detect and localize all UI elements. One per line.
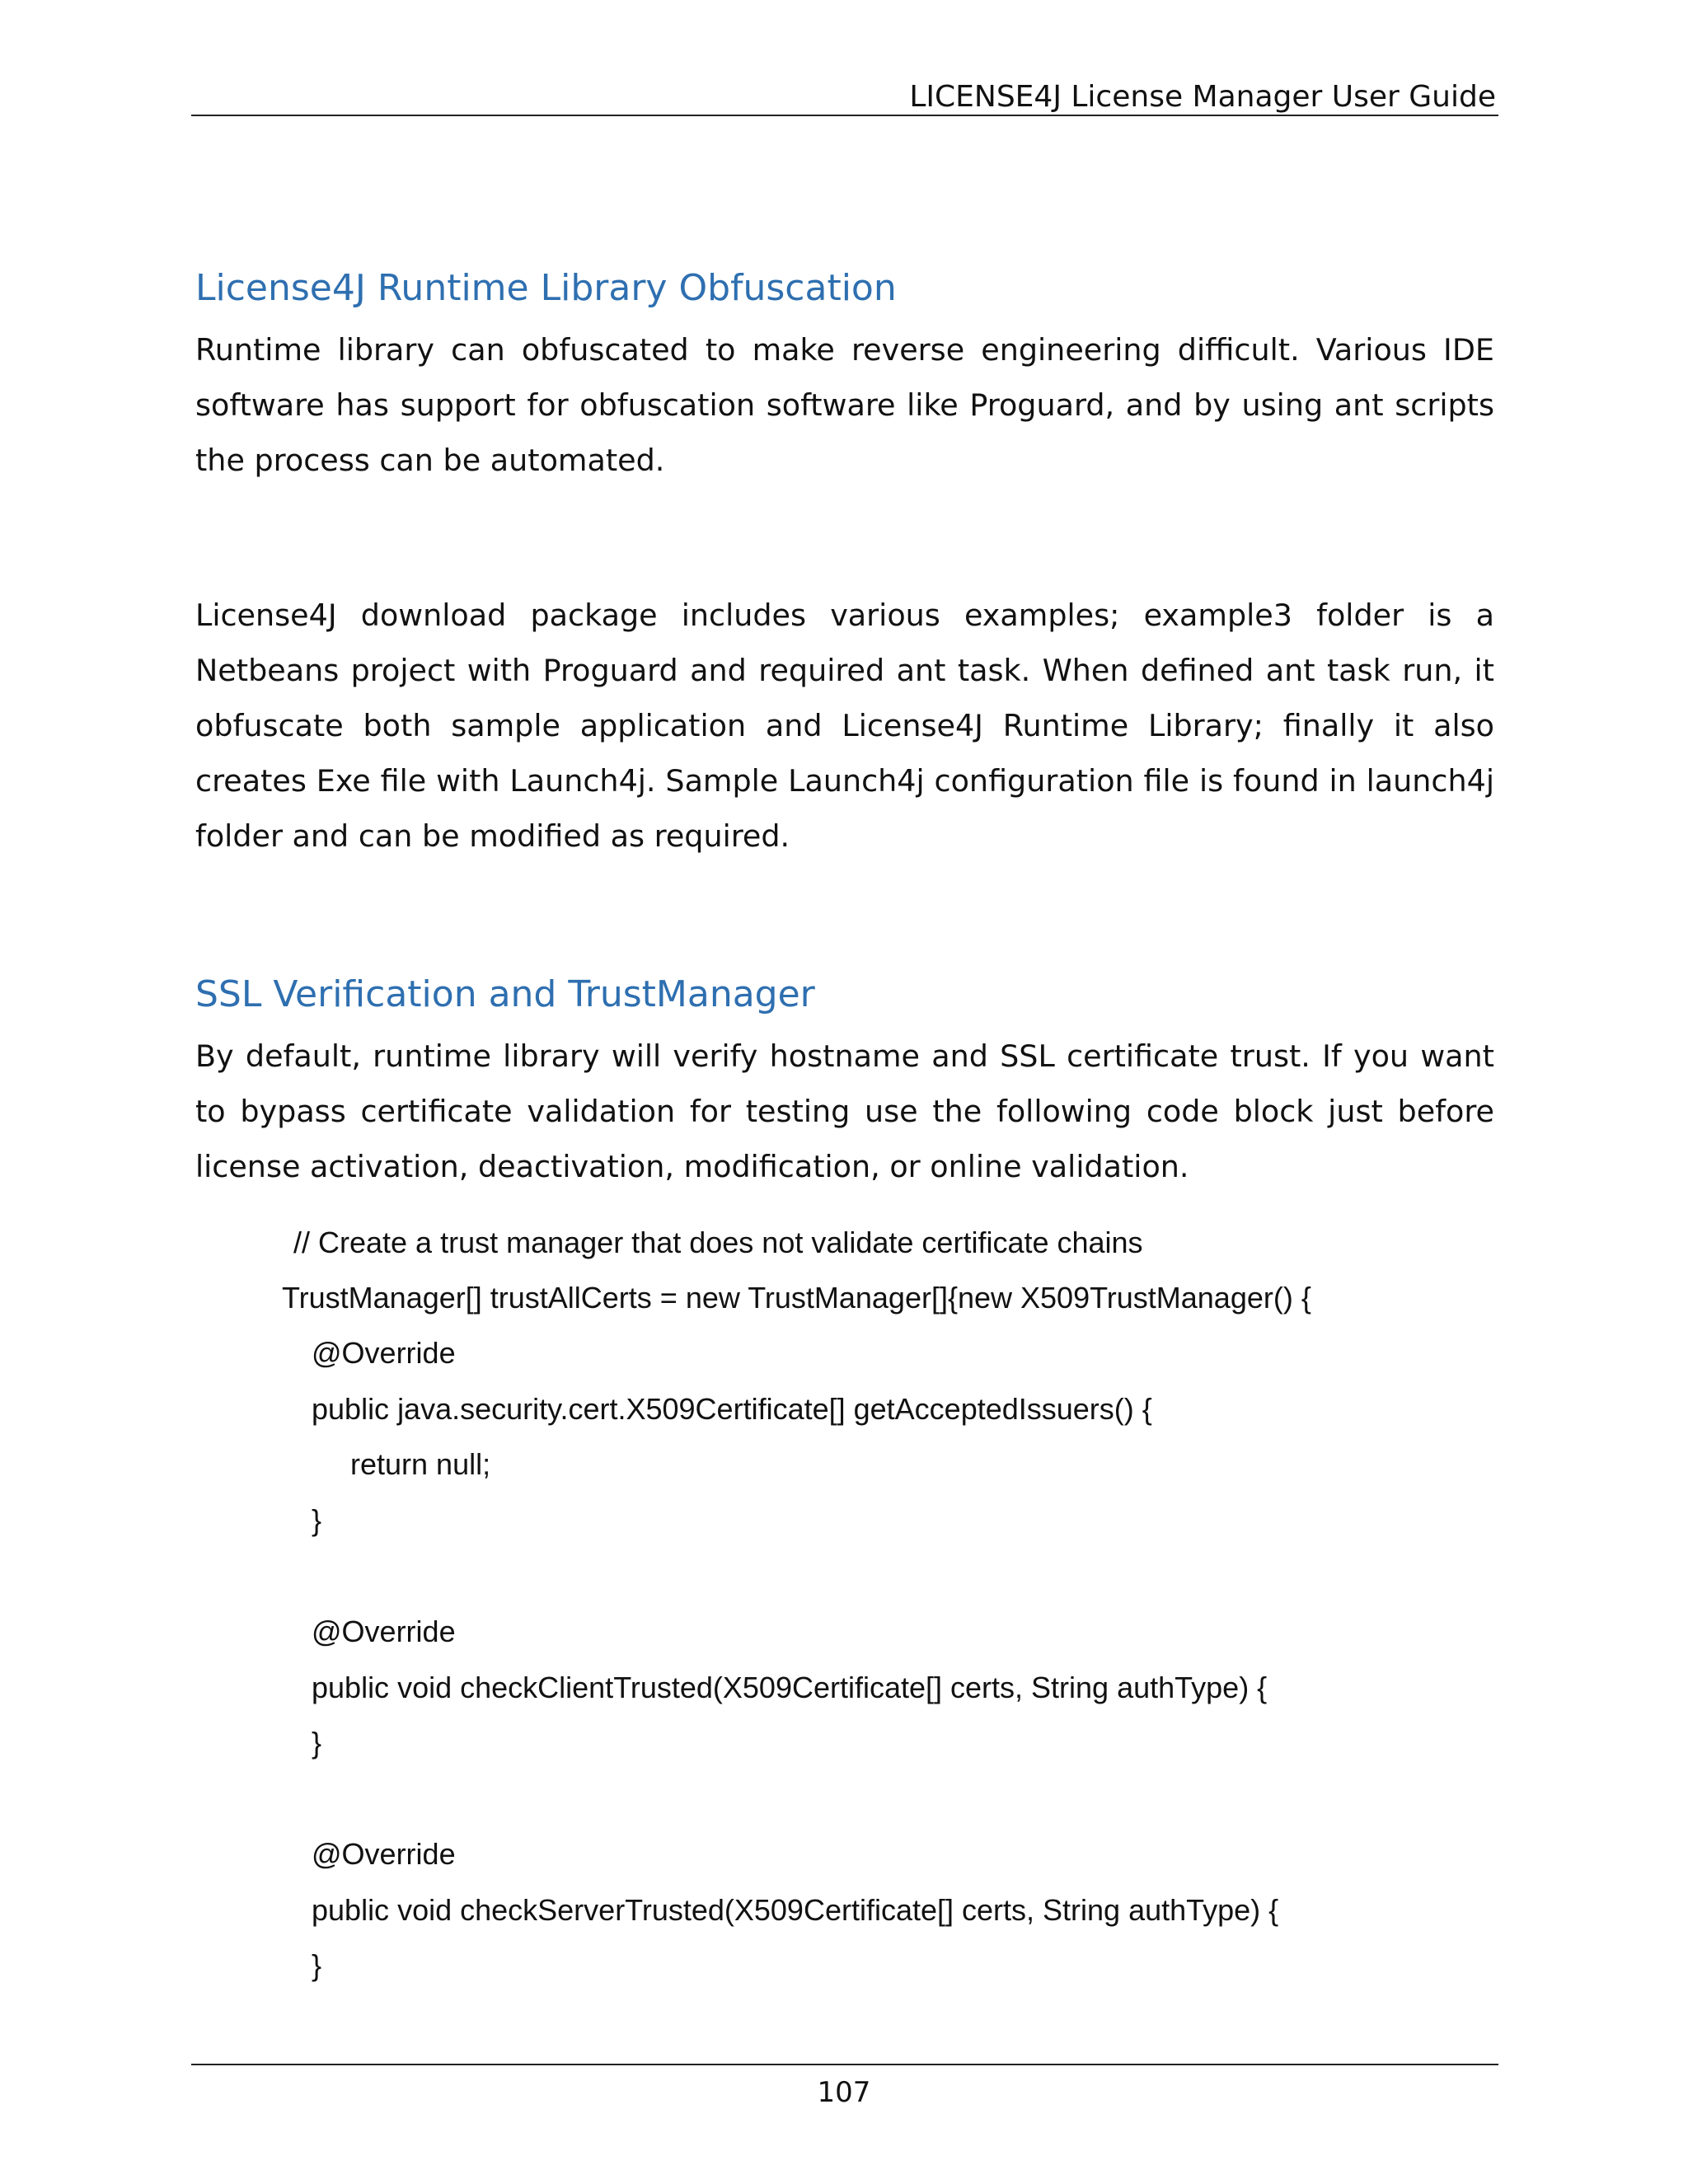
code-line: } bbox=[312, 1726, 322, 1760]
paragraph-obfuscation-intro: Runtime library can obfuscated to make reverse engineering difficult. Various IDE software has support for obfuscation software like Proguard, and by using ant scripts the process can be automated. bbox=[195, 332, 1494, 478]
code-line: } bbox=[312, 1503, 322, 1537]
code-line: public java.security.cert.X509Certificate[] getAcceptedIssuers() { bbox=[312, 1392, 1152, 1426]
header-rule bbox=[191, 115, 1498, 116]
code-line: @Override bbox=[312, 1336, 456, 1370]
code-line: @Override bbox=[312, 1615, 456, 1648]
code-line: } bbox=[312, 1948, 322, 1982]
code-line: // Create a trust manager that does not validate certificate chains bbox=[293, 1226, 1143, 1259]
header-title: LICENSE4J License Manager User Guide bbox=[909, 80, 1496, 114]
page-number: 107 bbox=[817, 2076, 871, 2109]
code-line: public void checkClientTrusted(X509Certificate[] certs, String authType) { bbox=[312, 1671, 1268, 1704]
section-heading-obfuscation: License4J Runtime Library Obfuscation bbox=[195, 267, 897, 309]
code-line: @Override bbox=[312, 1837, 456, 1871]
paragraph-obfuscation-example: License4J download package includes various examples; example3 folder is a Netbeans project with Proguard and required ant task. When defined ant task run, it obfuscate both sample application and License4J Runtime Library; finally it also creates Exe file with Launch4j. Sample Launch4j configuration file is found in launch4j folder and can be modified as required. bbox=[195, 598, 1494, 854]
code-line: public void checkServerTrusted(X509Certificate[] certs, String authType) { bbox=[312, 1893, 1279, 1927]
section-heading-ssl: SSL Verification and TrustManager bbox=[195, 973, 815, 1015]
footer-rule bbox=[191, 2064, 1498, 2065]
code-line: return null; bbox=[350, 1447, 491, 1481]
code-line: TrustManager[] trustAllCerts = new TrustManager[]{new X509TrustManager() { bbox=[282, 1281, 1311, 1315]
paragraph-ssl-intro: By default, runtime library will verify hostname and SSL certificate trust. If you want to bypass certificate validation for testing use the following code block just before license activation, deactivation, modification, or online validation. bbox=[195, 1038, 1494, 1184]
